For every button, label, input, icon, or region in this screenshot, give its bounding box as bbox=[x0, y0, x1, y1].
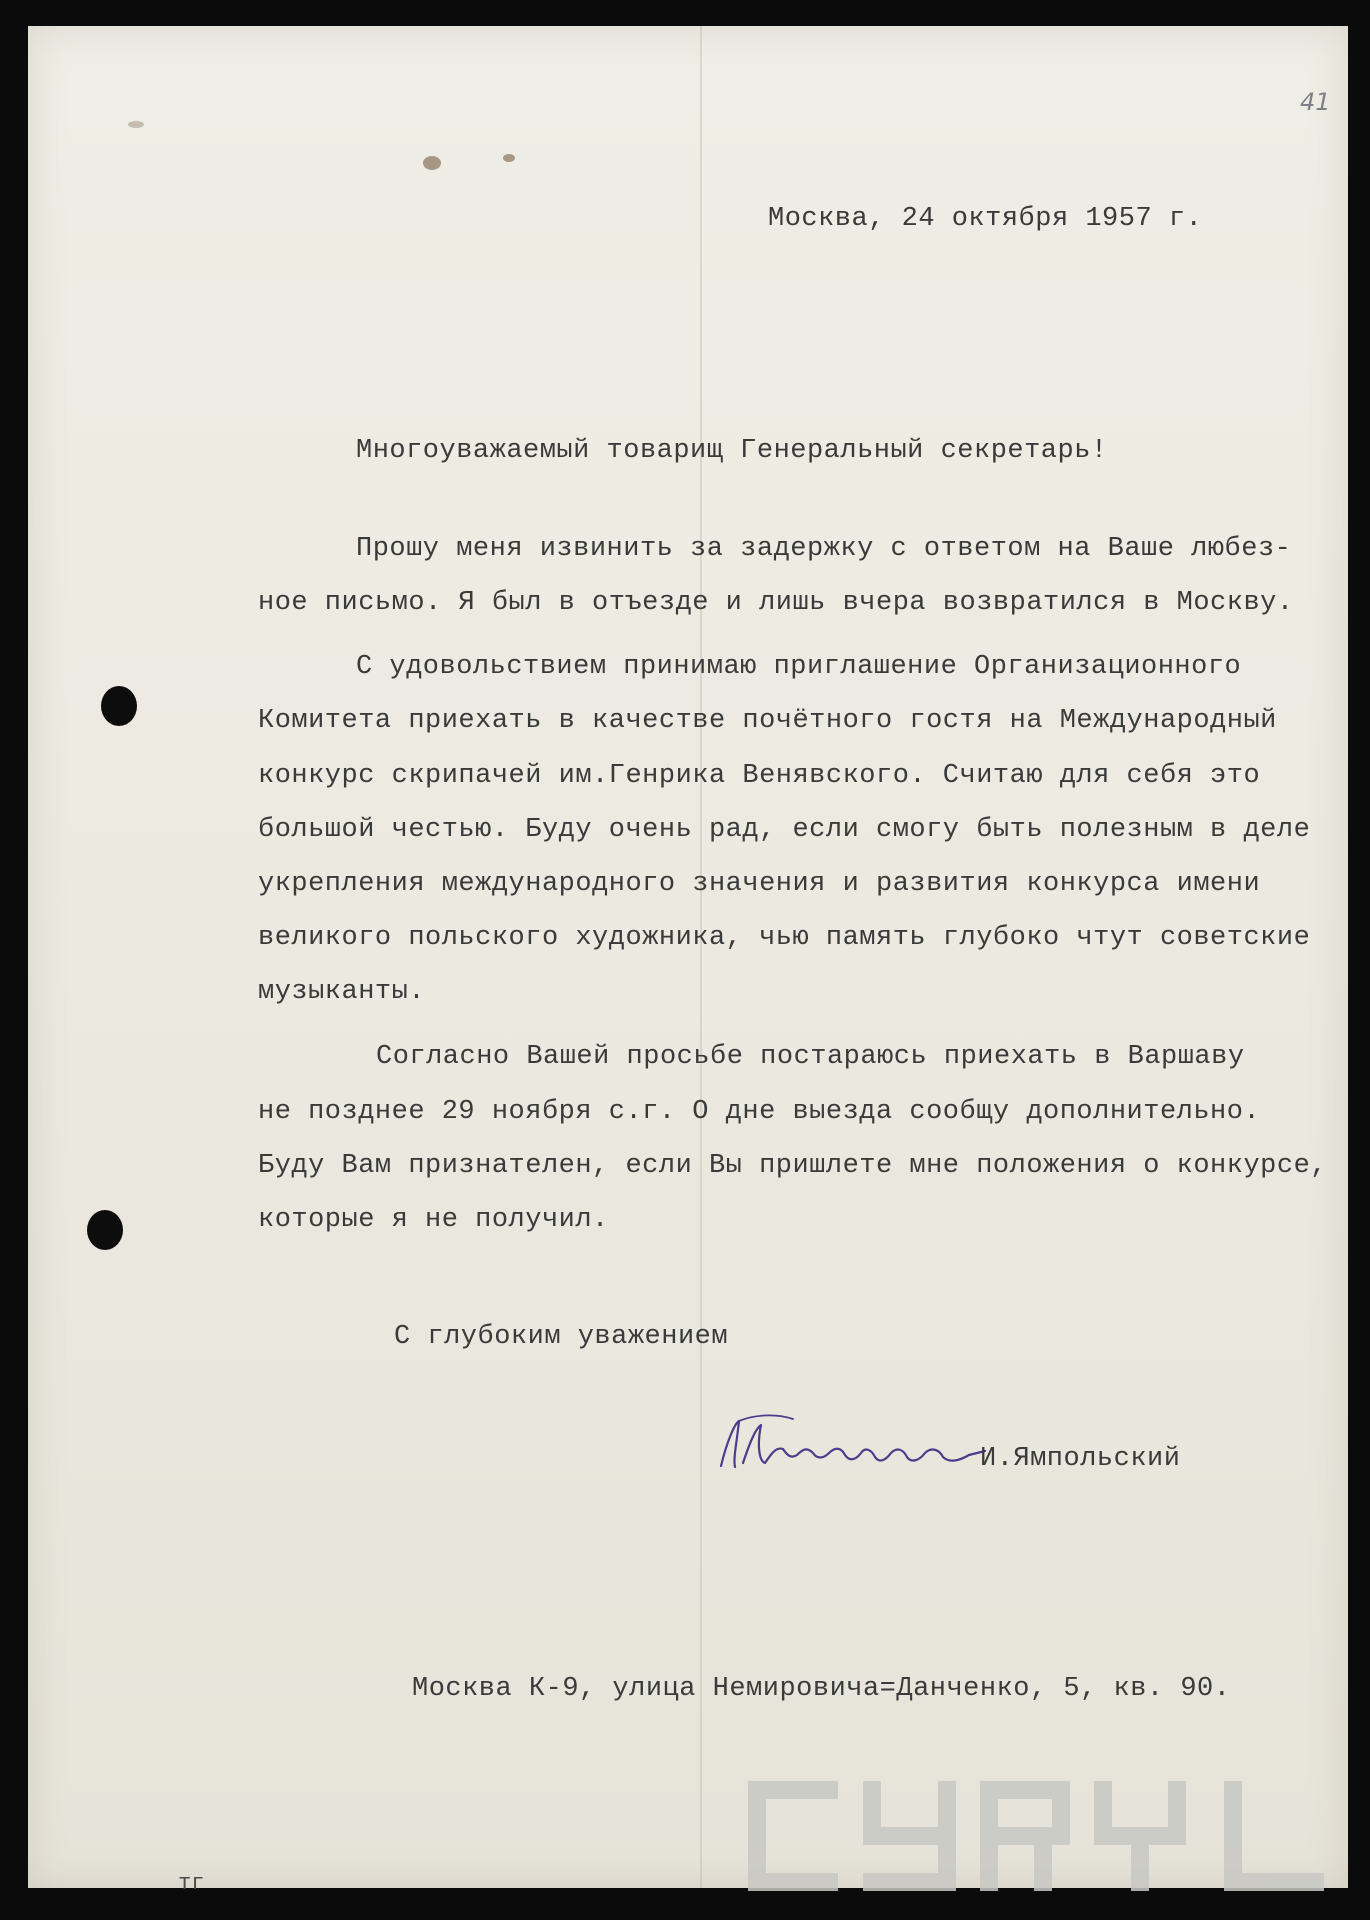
salutation: Многоуважаемый товарищ Генеральный секретарь! bbox=[356, 436, 1108, 466]
sender-address: Москва К-9, улица Немировича=Данченко, 5, кв. 90. bbox=[412, 1674, 1231, 1704]
body-line: великого польского художника, чью память глубоко чтут советские bbox=[258, 923, 1311, 953]
body-line: Согласно Вашей просьбе постараюсь приехать в Варшаву bbox=[376, 1042, 1245, 1072]
body-line: большой честью. Буду очень рад, если смогу быть полезным в деле bbox=[258, 815, 1311, 845]
body-line: конкурс скрипачей им.Генрика Венявского. Считаю для себя это bbox=[258, 761, 1261, 791]
body-line: не позднее 29 ноября с.г. О дне выезда сообщу дополнительно. bbox=[258, 1097, 1261, 1127]
body-line: укрепления международного значения и развития конкурса имени bbox=[258, 869, 1261, 899]
archive-page-number: 41 bbox=[1300, 88, 1331, 116]
body-line: Комитета приехать в качестве почётного гостя на Международный bbox=[258, 706, 1277, 736]
letter-page bbox=[28, 26, 1348, 1896]
typed-signature: И.Ямпольский bbox=[980, 1444, 1181, 1474]
body-line: Буду Вам признателен, если Вы пришлете мне положения о конкурсе, bbox=[258, 1151, 1327, 1181]
stain bbox=[503, 154, 515, 162]
body-line: которые я не получил. bbox=[258, 1205, 609, 1235]
stain bbox=[128, 121, 144, 128]
date-line: Москва, 24 октября 1957 г. bbox=[768, 204, 1203, 234]
punch-hole-bottom bbox=[87, 1210, 123, 1250]
page-fold bbox=[700, 26, 702, 1888]
stain bbox=[423, 156, 441, 170]
body-line: ное письмо. Я был в отъезде и лишь вчера возвратился в Москву. bbox=[258, 588, 1294, 618]
handwritten-signature bbox=[713, 1411, 993, 1481]
closing: С глубоким уважением bbox=[394, 1322, 729, 1352]
body-line: С удовольствием принимаю приглашение Организационного bbox=[356, 652, 1242, 682]
cyryl-watermark-logo bbox=[748, 1781, 1348, 1891]
typist-initials: тг bbox=[178, 1871, 205, 1896]
body-line: музыканты. bbox=[258, 977, 426, 1007]
punch-hole-top bbox=[101, 686, 137, 726]
body-line: Прошу меня извинить за задержку с ответом на Ваше любез- bbox=[356, 534, 1292, 564]
